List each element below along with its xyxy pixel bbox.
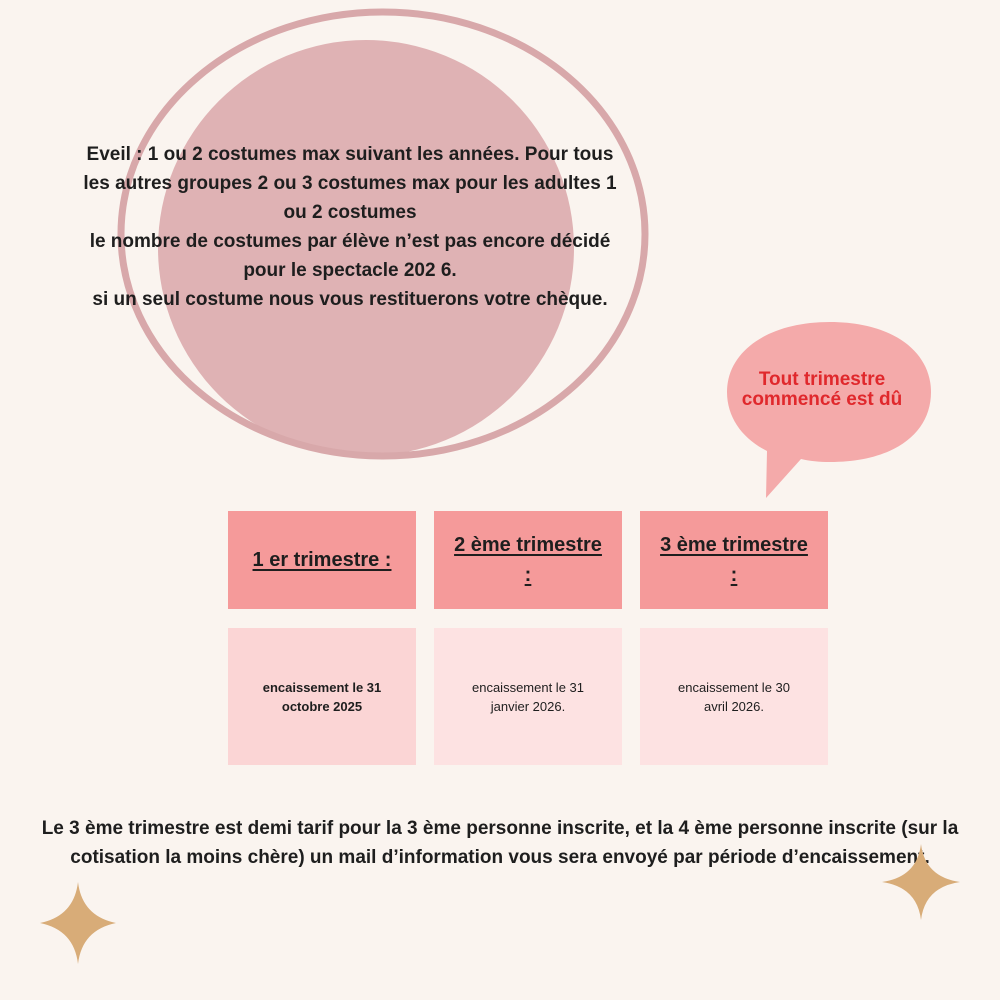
discount-info-text: Le 3 ème trimestre est demi tarif pour la 3 ème personne inscrite, et la 4 ème personne inscrite (sur la cotisation la moins chère) un mail d’information vous sera envoyé par période d’encaissement. bbox=[41, 818, 959, 868]
bubble-line: Tout trimestre bbox=[758, 369, 886, 390]
speech-bubble-icon bbox=[715, 318, 945, 508]
trimester-1-payment-date bbox=[228, 628, 416, 765]
sparkle-star-icon bbox=[880, 842, 962, 922]
intro-line: pour le spectacle 202 6. bbox=[243, 260, 457, 281]
intro-line: les autres groupes 2 ou 3 costumes max pour les adultes 1 bbox=[83, 173, 617, 194]
trimester-2-payment-date bbox=[434, 628, 622, 765]
costume-info-text bbox=[30, 140, 670, 314]
payment-note: encaissement le 31 janvier 2026. bbox=[471, 679, 584, 714]
intro-line: ou 2 costumes bbox=[283, 202, 417, 223]
trimester-1-header bbox=[228, 511, 416, 609]
trimester-2-header bbox=[434, 511, 622, 609]
intro-line: le nombre de costumes par élève n’est pas encore décidé bbox=[89, 231, 611, 252]
trimester-3-payment-date bbox=[640, 628, 828, 765]
trimester-title: 3 ème trimestre : bbox=[660, 534, 808, 586]
payment-note: encaissement le 31 octobre 2025 bbox=[262, 679, 382, 714]
intro-line: Eveil : 1 ou 2 costumes max suivant les années. Pour tous bbox=[86, 144, 614, 165]
sparkle-star-icon bbox=[38, 880, 118, 966]
trimester-title: 1 er trimestre : bbox=[252, 549, 392, 571]
bubble-line: commencé est dû bbox=[741, 389, 903, 410]
trimester-3-header bbox=[640, 511, 828, 609]
payment-note: encaissement le 30 avril 2026. bbox=[677, 679, 790, 714]
trimester-title: 2 ème trimestre : bbox=[454, 534, 602, 586]
intro-line: si un seul costume nous vous restituerons votre chèque. bbox=[92, 289, 608, 310]
bubble-message bbox=[722, 370, 922, 410]
